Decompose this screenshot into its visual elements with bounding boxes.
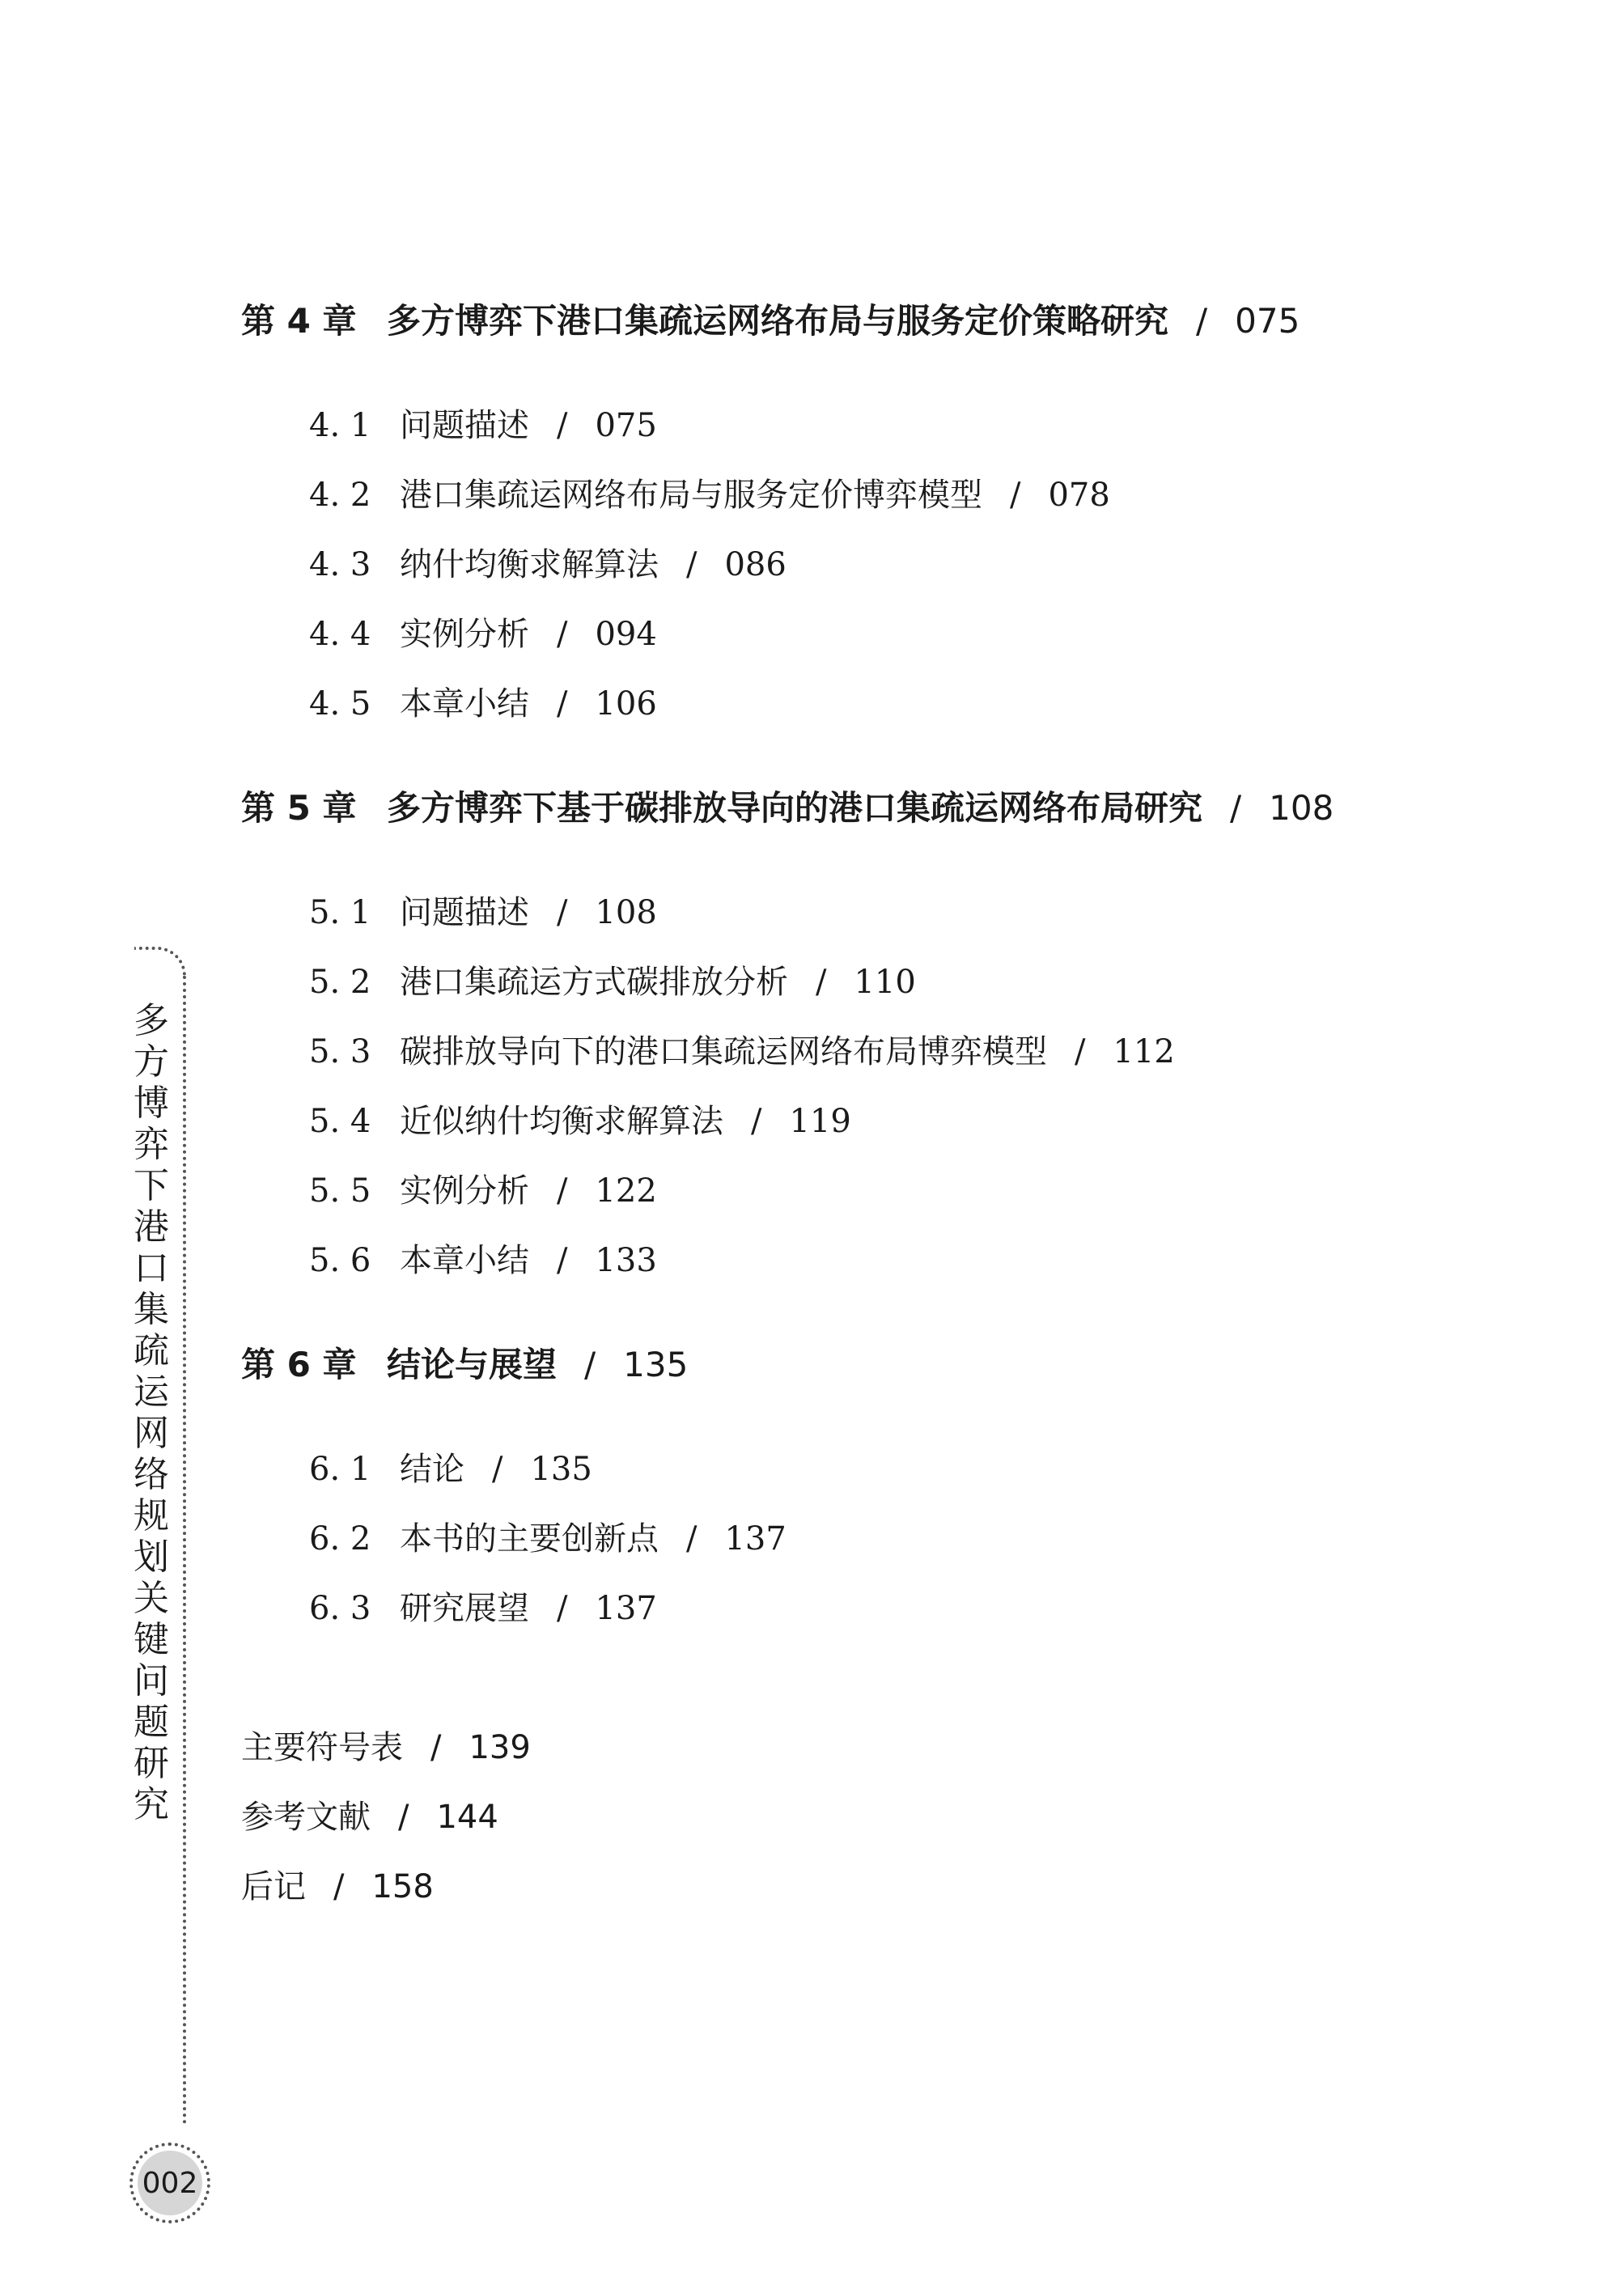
separator: /	[557, 1242, 568, 1279]
toc-references	[241, 1799, 498, 1836]
section-title: 本章小结	[400, 685, 529, 723]
section-title: 纳什均衡求解算法	[400, 546, 659, 583]
separator: /	[557, 407, 568, 444]
section-title: 近似纳什均衡求解算法	[400, 1103, 723, 1140]
section-number: 4. 5	[309, 685, 371, 723]
chapter-number: 第 6 章	[241, 1345, 357, 1384]
toc-section-4-4	[309, 618, 657, 651]
separator: /	[1196, 301, 1208, 341]
page-ref: 133	[595, 1242, 657, 1279]
separator: /	[492, 1451, 503, 1488]
chapter-number: 第 5 章	[241, 788, 357, 828]
separator: /	[1010, 477, 1021, 514]
backmatter-title: 主要符号表	[241, 1729, 403, 1766]
page-ref: 119	[789, 1103, 851, 1140]
section-title: 研究展望	[400, 1590, 529, 1627]
page-ref: 086	[724, 546, 787, 583]
separator: /	[584, 1345, 596, 1384]
chapter-title: 多方博弈下基于碳排放导向的港口集疏运网络布局研究	[387, 788, 1203, 828]
section-number: 4. 3	[309, 546, 371, 583]
section-title: 港口集疏运网络布局与服务定价博弈模型	[400, 477, 982, 514]
page-ref: 135	[530, 1451, 592, 1488]
toc-section-6-1	[309, 1453, 592, 1486]
page-ref: 144	[436, 1799, 498, 1836]
separator: /	[333, 1868, 345, 1905]
toc-section-5-2	[309, 964, 916, 1001]
separator: /	[1075, 1033, 1086, 1070]
section-title: 本章小结	[400, 1242, 529, 1279]
toc-section-4-5	[309, 685, 657, 723]
separator: /	[1230, 788, 1242, 828]
toc-section-4-1	[309, 409, 657, 442]
separator: /	[816, 964, 827, 1001]
toc-chapter-6	[241, 1345, 689, 1384]
section-number: 5. 4	[309, 1103, 371, 1140]
section-title: 结论	[400, 1451, 464, 1488]
chapter-title: 结论与展望	[387, 1345, 558, 1384]
toc-section-5-1	[309, 896, 657, 929]
page-ref: 108	[1269, 788, 1334, 828]
section-number: 6. 2	[309, 1520, 371, 1558]
backmatter-title: 参考文献	[241, 1799, 371, 1836]
page-ref: 135	[623, 1345, 689, 1384]
section-number: 5. 3	[309, 1033, 371, 1070]
toc-section-4-2	[309, 477, 1110, 514]
page-number: 002	[138, 2151, 202, 2215]
toc-chapter-4	[241, 301, 1300, 341]
section-title: 实例分析	[400, 616, 529, 653]
section-title: 实例分析	[400, 1172, 529, 1210]
separator: /	[430, 1729, 442, 1766]
section-number: 5. 5	[309, 1172, 371, 1210]
page-ref: 094	[595, 616, 657, 653]
page-ref: 075	[595, 407, 657, 444]
toc-section-6-3	[309, 1592, 657, 1625]
page-ref: 078	[1048, 477, 1110, 514]
separator: /	[557, 616, 568, 653]
toc-section-4-3	[309, 546, 787, 583]
page-ref: 122	[595, 1172, 657, 1210]
separator: /	[398, 1799, 409, 1836]
separator: /	[751, 1103, 762, 1140]
page-number-badge	[129, 2143, 210, 2223]
chapter-number: 第 4 章	[241, 301, 357, 341]
page-ref: 108	[595, 894, 657, 931]
section-number: 4. 4	[309, 616, 371, 653]
page-ref: 112	[1113, 1033, 1175, 1070]
toc-section-5-4	[309, 1105, 851, 1138]
page-ref: 158	[371, 1868, 434, 1905]
section-title: 港口集疏运方式碳排放分析	[400, 964, 788, 1001]
page-ref: 075	[1235, 301, 1300, 341]
separator: /	[557, 894, 568, 931]
section-title: 问题描述	[400, 407, 529, 444]
backmatter-title: 后记	[241, 1868, 306, 1905]
toc-symbols	[241, 1731, 531, 1764]
page-ref: 106	[595, 685, 657, 723]
section-number: 5. 1	[309, 894, 371, 931]
section-title: 碳排放导向下的港口集疏运网络布局博弈模型	[400, 1033, 1047, 1070]
toc-section-5-5	[309, 1172, 657, 1210]
toc-section-6-2	[309, 1520, 787, 1558]
separator: /	[557, 685, 568, 723]
section-number: 5. 2	[309, 964, 371, 1001]
section-number: 4. 2	[309, 477, 371, 514]
separator: /	[686, 546, 698, 583]
toc-section-5-6	[309, 1244, 657, 1277]
separator: /	[557, 1590, 568, 1627]
section-number: 5. 6	[309, 1242, 371, 1279]
chapter-title: 多方博弈下港口集疏运网络布局与服务定价策略研究	[387, 301, 1169, 341]
toc-section-5-3	[309, 1033, 1175, 1070]
toc-afterword	[241, 1868, 434, 1905]
separator: /	[686, 1520, 698, 1558]
page-ref: 137	[724, 1520, 787, 1558]
section-title: 问题描述	[400, 894, 529, 931]
page-ref: 137	[595, 1590, 657, 1627]
separator: /	[557, 1172, 568, 1210]
running-title: 多方博弈下港口集疏运网络规划关键问题研究	[134, 1000, 169, 1825]
dotted-margin-line	[183, 976, 186, 2125]
page-ref: 139	[469, 1729, 531, 1766]
toc-chapter-5	[241, 788, 1334, 828]
section-number: 6. 3	[309, 1590, 371, 1627]
section-number: 6. 1	[309, 1451, 371, 1488]
section-title: 本书的主要创新点	[400, 1520, 659, 1558]
section-number: 4. 1	[309, 407, 371, 444]
page-ref: 110	[854, 964, 916, 1001]
